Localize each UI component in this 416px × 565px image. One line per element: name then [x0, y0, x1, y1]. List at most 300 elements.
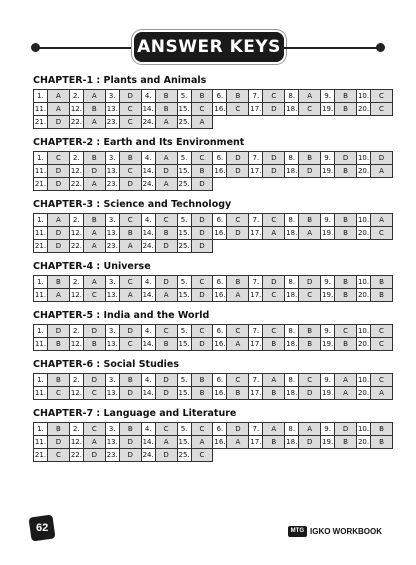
answer-letter: C: [371, 325, 393, 338]
header-rule-left: [38, 47, 136, 49]
question-number: 3.: [105, 374, 119, 387]
answer-letter: D: [191, 214, 213, 227]
answer-letter: A: [371, 214, 393, 227]
question-number: 8.: [285, 276, 299, 289]
question-number: 18.: [285, 338, 299, 351]
question-number: 13.: [105, 103, 119, 116]
answer-letter: A: [83, 178, 105, 191]
question-number: 19.: [321, 103, 335, 116]
answer-row: [34, 152, 393, 165]
answer-letter: C: [191, 423, 213, 436]
answer-letter: B: [155, 338, 177, 351]
answer-letter: A: [263, 227, 285, 240]
question-number: 15.: [177, 227, 191, 240]
answer-letter: B: [335, 103, 357, 116]
answer-letter: D: [119, 90, 141, 103]
question-number: 4.: [141, 374, 155, 387]
answer-letter: D: [299, 276, 321, 289]
question-number: 6.: [213, 423, 227, 436]
answer-letter: D: [191, 178, 213, 191]
answer-letter: D: [155, 374, 177, 387]
question-number: 9.: [321, 423, 335, 436]
answer-letter: D: [119, 436, 141, 449]
answer-letter: B: [263, 436, 285, 449]
question-number: 16.: [213, 103, 227, 116]
chapter-title: CHAPTER-5 : India and the World: [33, 310, 210, 321]
question-number: 20.: [357, 289, 371, 302]
question-number: 23.: [105, 449, 119, 462]
question-number: 13.: [105, 338, 119, 351]
answer-row: [34, 90, 393, 103]
answer-letter: B: [335, 436, 357, 449]
question-number: 21.: [34, 178, 48, 191]
answer-letter: A: [191, 116, 213, 129]
answer-letter: B: [47, 276, 69, 289]
page-number-badge: [28, 514, 55, 541]
answer-letter: D: [155, 449, 177, 462]
chapter-title: CHAPTER-3 : Science and Technology: [33, 199, 232, 210]
question-number: 16.: [213, 165, 227, 178]
question-number: 6.: [213, 325, 227, 338]
answer-letter: B: [47, 338, 69, 351]
question-number: 3.: [105, 276, 119, 289]
question-number: 11.: [34, 289, 48, 302]
answer-letter: B: [47, 374, 69, 387]
answer-letter: D: [263, 276, 285, 289]
answer-letter: C: [191, 276, 213, 289]
question-number: 15.: [177, 289, 191, 302]
answer-letter: D: [227, 423, 249, 436]
answer-row: [34, 325, 393, 338]
answer-letter: D: [47, 165, 69, 178]
answer-letter: B: [299, 338, 321, 351]
answer-letter: A: [83, 90, 105, 103]
question-number: 3.: [105, 214, 119, 227]
answer-letter: A: [191, 436, 213, 449]
answer-letter: C: [155, 214, 177, 227]
answer-letter: C: [263, 325, 285, 338]
question-number: 10.: [357, 90, 371, 103]
question-number: 13.: [105, 436, 119, 449]
question-number: 7.: [249, 214, 263, 227]
answer-letter: A: [371, 165, 393, 178]
answer-letter: A: [155, 436, 177, 449]
question-number: 11.: [34, 227, 48, 240]
answer-letter: D: [227, 227, 249, 240]
answer-letter: C: [83, 387, 105, 400]
chapter-section: [33, 407, 393, 462]
answer-table: [33, 89, 393, 129]
answer-letter: C: [263, 214, 285, 227]
question-number: 25.: [177, 178, 191, 191]
question-number: 6.: [213, 152, 227, 165]
question-number: 2.: [69, 152, 83, 165]
answer-letter: D: [155, 240, 177, 253]
question-number: 22.: [69, 178, 83, 191]
answer-letter: B: [335, 276, 357, 289]
question-number: 18.: [285, 387, 299, 400]
question-number: 7.: [249, 90, 263, 103]
question-number: 10.: [357, 152, 371, 165]
chapter-title: CHAPTER-2 : Earth and Its Environment: [33, 137, 245, 148]
question-number: 14.: [141, 103, 155, 116]
answer-letter: B: [155, 90, 177, 103]
answer-letter: B: [371, 276, 393, 289]
question-number: 8.: [285, 423, 299, 436]
question-number: 19.: [321, 387, 335, 400]
answer-letter: D: [335, 152, 357, 165]
answer-letter: C: [155, 423, 177, 436]
answer-letter: A: [47, 90, 69, 103]
answer-letter: A: [47, 103, 69, 116]
answer-letter: A: [83, 116, 105, 129]
question-number: 10.: [357, 374, 371, 387]
answer-letter: C: [119, 103, 141, 116]
answer-table: [33, 373, 393, 400]
question-number: 14.: [141, 436, 155, 449]
question-number: 17.: [249, 227, 263, 240]
answer-row: [34, 374, 393, 387]
answer-letter: D: [335, 423, 357, 436]
question-number: 7.: [249, 325, 263, 338]
question-number: 19.: [321, 436, 335, 449]
question-number: 16.: [213, 289, 227, 302]
question-number: 18.: [285, 165, 299, 178]
question-number: 1.: [34, 152, 48, 165]
answer-letter: A: [335, 374, 357, 387]
question-number: 23.: [105, 116, 119, 129]
answer-letter: C: [119, 116, 141, 129]
answer-row: [34, 436, 393, 449]
answer-letter: C: [371, 227, 393, 240]
answer-letter: D: [155, 387, 177, 400]
question-number: 14.: [141, 387, 155, 400]
answer-letter: A: [119, 240, 141, 253]
answer-letter: D: [227, 165, 249, 178]
answer-letter: D: [371, 152, 393, 165]
answer-letter: C: [47, 387, 69, 400]
question-number: 15.: [177, 436, 191, 449]
question-number: 6.: [213, 90, 227, 103]
answer-row: [34, 165, 393, 178]
question-number: 18.: [285, 227, 299, 240]
question-number: 12.: [69, 387, 83, 400]
question-number: 2.: [69, 276, 83, 289]
answer-letter: C: [371, 103, 393, 116]
question-number: 4.: [141, 214, 155, 227]
question-number: 18.: [285, 103, 299, 116]
question-number: 2.: [69, 423, 83, 436]
question-number: 10.: [357, 276, 371, 289]
answer-letter: D: [119, 325, 141, 338]
question-number: 19.: [321, 227, 335, 240]
question-number: 1.: [34, 276, 48, 289]
question-number: 14.: [141, 165, 155, 178]
answer-letter: D: [47, 325, 69, 338]
answer-table: [33, 324, 393, 351]
answer-row: [34, 289, 393, 302]
question-number: 5.: [177, 374, 191, 387]
answer-letter: A: [155, 289, 177, 302]
question-number: 7.: [249, 152, 263, 165]
answer-letter: B: [119, 374, 141, 387]
answer-row: [34, 178, 393, 191]
header-dot-right: [376, 43, 385, 52]
answer-table: [33, 213, 393, 253]
answer-letter: C: [191, 449, 213, 462]
question-number: 1.: [34, 214, 48, 227]
answer-letter: A: [335, 387, 357, 400]
answer-letter: B: [47, 423, 69, 436]
answer-letter: D: [47, 240, 69, 253]
question-number: 11.: [34, 103, 48, 116]
answer-letter: A: [227, 338, 249, 351]
question-number: 25.: [177, 116, 191, 129]
answer-letter: C: [191, 152, 213, 165]
question-number: 9.: [321, 214, 335, 227]
answer-letter: D: [47, 227, 69, 240]
question-number: 16.: [213, 227, 227, 240]
answer-letter: A: [263, 423, 285, 436]
question-number: 7.: [249, 374, 263, 387]
question-number: 5.: [177, 90, 191, 103]
answer-letter: A: [83, 436, 105, 449]
answer-letter: D: [227, 152, 249, 165]
question-number: 20.: [357, 387, 371, 400]
answer-row: [34, 240, 393, 253]
answer-letter: C: [299, 374, 321, 387]
question-number: 13.: [105, 227, 119, 240]
answer-letter: B: [83, 152, 105, 165]
question-number: 18.: [285, 436, 299, 449]
question-number: 3.: [105, 90, 119, 103]
question-number: 12.: [69, 289, 83, 302]
answer-row: [34, 338, 393, 351]
answer-letter: D: [191, 240, 213, 253]
answer-row: [34, 214, 393, 227]
question-number: 24.: [141, 240, 155, 253]
chapter-title: CHAPTER-1 : Plants and Animals: [33, 75, 207, 86]
question-number: 12.: [69, 227, 83, 240]
question-number: 7.: [249, 276, 263, 289]
question-number: 14.: [141, 338, 155, 351]
answer-key-list: [33, 74, 393, 469]
answer-letter: A: [263, 374, 285, 387]
question-number: 5.: [177, 276, 191, 289]
answer-letter: B: [335, 165, 357, 178]
answer-letter: C: [227, 103, 249, 116]
answer-letter: D: [83, 374, 105, 387]
question-number: 25.: [177, 240, 191, 253]
answer-row: [34, 116, 393, 129]
answer-letter: B: [227, 90, 249, 103]
question-number: 4.: [141, 325, 155, 338]
answer-letter: C: [299, 289, 321, 302]
question-number: 13.: [105, 165, 119, 178]
question-number: 4.: [141, 90, 155, 103]
chapter-section: [33, 74, 393, 129]
answer-letter: B: [83, 214, 105, 227]
brand: [288, 524, 382, 538]
question-number: 17.: [249, 165, 263, 178]
answer-letter: D: [263, 165, 285, 178]
answer-letter: B: [263, 338, 285, 351]
answer-letter: B: [227, 387, 249, 400]
answer-letter: C: [227, 374, 249, 387]
question-number: 4.: [141, 152, 155, 165]
question-number: 8.: [285, 90, 299, 103]
question-number: 9.: [321, 374, 335, 387]
answer-letter: D: [83, 449, 105, 462]
answer-letter: A: [83, 240, 105, 253]
answer-letter: B: [335, 214, 357, 227]
answer-letter: B: [191, 90, 213, 103]
answer-letter: D: [191, 227, 213, 240]
answer-letter: D: [47, 178, 69, 191]
answer-row: [34, 423, 393, 436]
question-number: 1.: [34, 325, 48, 338]
answer-letter: B: [299, 325, 321, 338]
question-number: 12.: [69, 338, 83, 351]
question-number: 16.: [213, 387, 227, 400]
question-number: 6.: [213, 214, 227, 227]
question-number: 2.: [69, 374, 83, 387]
answer-letter: D: [83, 165, 105, 178]
chapter-section: [33, 198, 393, 253]
chapter-section: [33, 136, 393, 191]
answer-letter: C: [119, 214, 141, 227]
answer-letter: B: [371, 436, 393, 449]
answer-letter: D: [155, 165, 177, 178]
question-number: 12.: [69, 436, 83, 449]
question-number: 4.: [141, 423, 155, 436]
question-number: 20.: [357, 436, 371, 449]
question-number: 11.: [34, 338, 48, 351]
question-number: 23.: [105, 240, 119, 253]
question-number: 2.: [69, 214, 83, 227]
answer-letter: B: [371, 289, 393, 302]
chapter-title: CHAPTER-6 : Social Studies: [33, 359, 180, 370]
answer-letter: C: [263, 289, 285, 302]
question-number: 17.: [249, 387, 263, 400]
question-number: 9.: [321, 90, 335, 103]
question-number: 19.: [321, 338, 335, 351]
question-number: 15.: [177, 165, 191, 178]
answer-letter: D: [47, 116, 69, 129]
answer-letter: B: [263, 387, 285, 400]
question-number: 15.: [177, 387, 191, 400]
answer-letter: C: [119, 165, 141, 178]
question-number: 17.: [249, 436, 263, 449]
answer-letter: B: [371, 423, 393, 436]
question-number: 6.: [213, 276, 227, 289]
answer-letter: B: [299, 214, 321, 227]
answer-letter: A: [83, 227, 105, 240]
question-number: 24.: [141, 449, 155, 462]
answer-letter: B: [335, 289, 357, 302]
page-number: 62: [35, 522, 49, 534]
question-number: 19.: [321, 165, 335, 178]
question-number: 19.: [321, 289, 335, 302]
question-number: 20.: [357, 103, 371, 116]
answer-letter: B: [335, 227, 357, 240]
question-number: 20.: [357, 227, 371, 240]
question-number: 11.: [34, 387, 48, 400]
answer-letter: A: [299, 423, 321, 436]
answer-letter: A: [299, 90, 321, 103]
answer-letter: A: [227, 289, 249, 302]
answer-table: [33, 151, 393, 191]
answer-letter: B: [119, 423, 141, 436]
answer-letter: A: [371, 387, 393, 400]
question-number: 10.: [357, 214, 371, 227]
question-number: 15.: [177, 103, 191, 116]
answer-letter: C: [119, 276, 141, 289]
answer-letter: A: [299, 227, 321, 240]
answer-letter: A: [119, 289, 141, 302]
question-number: 21.: [34, 240, 48, 253]
question-number: 5.: [177, 325, 191, 338]
question-number: 10.: [357, 423, 371, 436]
question-number: 15.: [177, 338, 191, 351]
answer-letter: C: [371, 90, 393, 103]
answer-letter: C: [263, 90, 285, 103]
question-number: 17.: [249, 103, 263, 116]
question-number: 22.: [69, 240, 83, 253]
question-number: 10.: [357, 325, 371, 338]
question-number: 24.: [141, 116, 155, 129]
answer-letter: A: [155, 178, 177, 191]
header-rule-right: [282, 47, 380, 49]
answer-letter: C: [335, 325, 357, 338]
answer-row: [34, 103, 393, 116]
answer-letter: B: [191, 387, 213, 400]
answer-letter: D: [47, 436, 69, 449]
answer-letter: C: [299, 103, 321, 116]
answer-letter: D: [263, 152, 285, 165]
question-number: 5.: [177, 152, 191, 165]
answer-letter: A: [83, 276, 105, 289]
page-title: ANSWER KEYS: [134, 32, 284, 62]
question-number: 5.: [177, 423, 191, 436]
answer-letter: D: [299, 387, 321, 400]
answer-letter: A: [155, 152, 177, 165]
question-number: 5.: [177, 214, 191, 227]
question-number: 13.: [105, 289, 119, 302]
question-number: 9.: [321, 276, 335, 289]
question-number: 2.: [69, 90, 83, 103]
question-number: 1.: [34, 423, 48, 436]
question-number: 4.: [141, 276, 155, 289]
answer-letter: C: [155, 325, 177, 338]
answer-letter: D: [155, 276, 177, 289]
question-number: 3.: [105, 325, 119, 338]
answer-letter: D: [299, 436, 321, 449]
answer-letter: A: [155, 116, 177, 129]
answer-letter: C: [119, 338, 141, 351]
answer-table: [33, 275, 393, 302]
answer-letter: B: [155, 227, 177, 240]
page-header: [0, 32, 416, 64]
answer-letter: D: [119, 387, 141, 400]
question-number: 9.: [321, 152, 335, 165]
answer-letter: A: [47, 214, 69, 227]
answer-letter: D: [119, 178, 141, 191]
question-number: 3.: [105, 152, 119, 165]
answer-table: [33, 422, 393, 462]
question-number: 14.: [141, 289, 155, 302]
page-footer: [0, 512, 416, 552]
